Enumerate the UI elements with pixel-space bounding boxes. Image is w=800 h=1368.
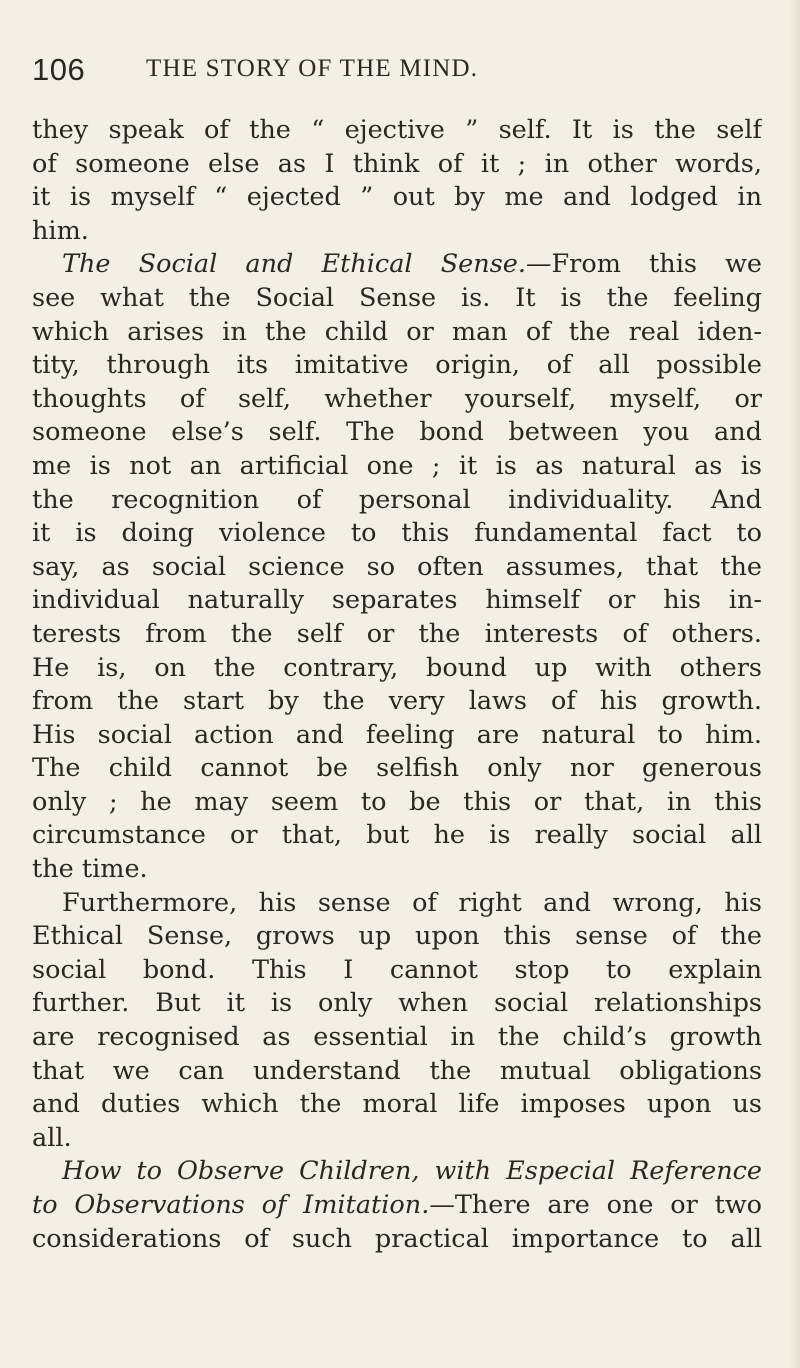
text-line: tity, through its imitative origin, of all possible xyxy=(32,350,762,381)
text-line: and duties which the moral life imposes upon us xyxy=(32,1089,762,1120)
text-line: it is doing violence to this fundamental fact to xyxy=(32,518,762,549)
text-line: His social action and feeling are natural to him. xyxy=(32,719,762,750)
text-line: that we can understand the mutual obligations xyxy=(32,1055,762,1086)
text-line: of someone else as I think of it ; in other words, xyxy=(32,148,762,179)
section-heading-line: The Social and Ethical Sense.—From this we xyxy=(62,249,762,280)
section-heading: How to Observe Children, with Especial Reference xyxy=(62,1156,762,1187)
text-line: circumstance or that, but he is really social all xyxy=(32,820,762,851)
text-line: which arises in the child or man of the real iden- xyxy=(32,316,762,347)
page-number: 106 xyxy=(32,52,86,87)
text-line: him. xyxy=(32,215,89,246)
text-line: Furthermore, his sense of right and wrong, his xyxy=(62,887,762,918)
text-line: social bond. This I cannot stop to explain xyxy=(32,954,762,985)
page-edge-shadow xyxy=(790,0,800,1368)
text-line: He is, on the contrary, bound up with others xyxy=(32,652,762,683)
text-line: terests from the self or the interests of others. xyxy=(32,618,762,649)
body-text xyxy=(32,114,762,1256)
text-line: the recognition of personal individuality. And xyxy=(32,484,762,515)
text-line: further. But it is only when social relationships xyxy=(32,988,762,1019)
text-line: they speak of the “ ejective ” self. It is the self xyxy=(32,115,762,145)
section-heading: The Social and Ethical Sense. xyxy=(62,249,526,280)
text-line: me is not an artificial one ; it is as natural as is xyxy=(32,450,762,481)
text-line: are recognised as essential in the child’s growth xyxy=(32,1022,762,1053)
text-line: all. xyxy=(32,1122,72,1153)
text-line: only ; he may seem to be this or that, in this xyxy=(32,786,762,817)
text-line: someone else’s self. The bond between you and xyxy=(32,417,762,448)
text-line: The child cannot be selfish only nor generous xyxy=(32,753,762,784)
text-line: the time. xyxy=(32,854,148,885)
running-title: THE STORY OF THE MIND. xyxy=(146,55,479,82)
text-line: see what the Social Sense is. It is the feeling xyxy=(32,282,762,313)
text-line: thoughts of self, whether yourself, myself, or xyxy=(32,383,762,414)
text-line: considerations of such practical importance to all xyxy=(32,1223,762,1254)
text-line: individual naturally separates himself or his in- xyxy=(32,585,762,616)
text-line: from the start by the very laws of his growth. xyxy=(32,686,762,717)
text-line: it is myself “ ejected ” out by me and lodged in xyxy=(32,182,762,213)
text-line: Ethical Sense, grows up upon this sense of the xyxy=(32,921,762,952)
section-heading-line xyxy=(32,1155,762,1189)
section-heading: to Observations of Imitation. xyxy=(32,1190,430,1220)
text-line: say, as social science so often assumes, that the xyxy=(32,551,762,582)
section-heading-line: to Observations of Imitation.—There are one or two xyxy=(32,1190,762,1220)
running-head xyxy=(32,52,762,88)
